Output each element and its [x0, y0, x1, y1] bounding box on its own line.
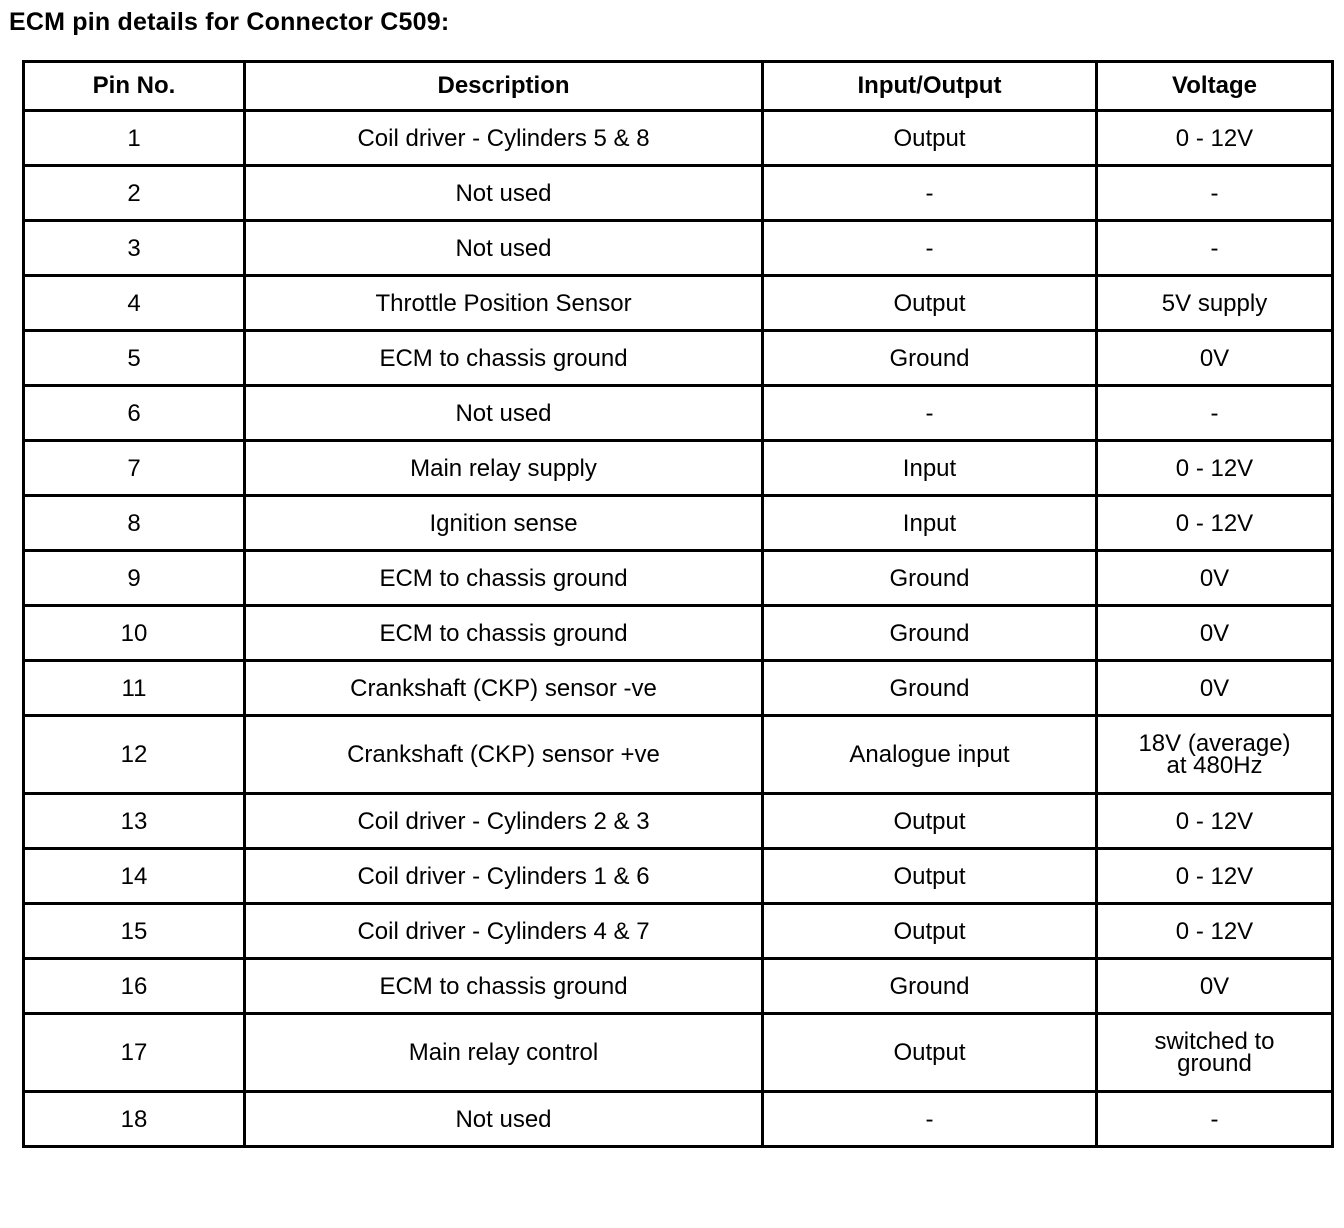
- input-output-cell: -: [763, 1092, 1097, 1147]
- description-cell: Crankshaft (CKP) sensor -ve: [245, 661, 763, 716]
- table-row: [24, 849, 1333, 904]
- table-row: [24, 111, 1333, 166]
- pin-cell: 12: [24, 716, 245, 794]
- table-row: [24, 1014, 1333, 1092]
- description-cell: Main relay supply: [245, 441, 763, 496]
- input-output-cell: Output: [763, 276, 1097, 331]
- description-cell: ECM to chassis ground: [245, 551, 763, 606]
- pin-cell: 8: [24, 496, 245, 551]
- voltage-cell: 5V supply: [1097, 276, 1333, 331]
- voltage-cell: 0V: [1097, 661, 1333, 716]
- pin-cell: 5: [24, 331, 245, 386]
- voltage-line-2: at 480Hz: [1166, 751, 1263, 779]
- input-output-cell: Input: [763, 496, 1097, 551]
- pin-cell: 6: [24, 386, 245, 441]
- description-cell: Coil driver - Cylinders 5 & 8: [245, 111, 763, 166]
- input-output-cell: Output: [763, 904, 1097, 959]
- pin-cell: 3: [24, 221, 245, 276]
- voltage-cell: 0 - 12V: [1097, 794, 1333, 849]
- table-header-row: [24, 62, 1333, 111]
- voltage-cell: [1097, 1014, 1333, 1092]
- voltage-cell: 0V: [1097, 551, 1333, 606]
- description-cell: Coil driver - Cylinders 2 & 3: [245, 794, 763, 849]
- pin-cell: 2: [24, 166, 245, 221]
- input-output-cell: Input: [763, 441, 1097, 496]
- voltage-cell: 0 - 12V: [1097, 441, 1333, 496]
- description-cell: Not used: [245, 1092, 763, 1147]
- table-row: [24, 276, 1333, 331]
- pin-cell: 9: [24, 551, 245, 606]
- input-output-cell: Ground: [763, 331, 1097, 386]
- pin-cell: 10: [24, 606, 245, 661]
- table-row: [24, 331, 1333, 386]
- description-cell: ECM to chassis ground: [245, 331, 763, 386]
- description-cell: Ignition sense: [245, 496, 763, 551]
- table-row: [24, 716, 1333, 794]
- voltage-cell: 0 - 12V: [1097, 904, 1333, 959]
- description-cell: Main relay control: [245, 1014, 763, 1092]
- description-cell: Not used: [245, 221, 763, 276]
- table-row: [24, 1092, 1333, 1147]
- voltage-cell: 0V: [1097, 331, 1333, 386]
- page-title: ECM pin details for Connector C509:: [9, 8, 450, 36]
- table-row: [24, 794, 1333, 849]
- input-output-cell: Output: [763, 794, 1097, 849]
- voltage-cell: -: [1097, 386, 1333, 441]
- voltage-cell: [1097, 716, 1333, 794]
- input-output-cell: -: [763, 386, 1097, 441]
- table-row: [24, 551, 1333, 606]
- voltage-cell: 0V: [1097, 606, 1333, 661]
- input-output-cell: -: [763, 221, 1097, 276]
- input-output-cell: Ground: [763, 606, 1097, 661]
- pin-cell: 15: [24, 904, 245, 959]
- voltage-cell: 0 - 12V: [1097, 111, 1333, 166]
- voltage-cell: 0 - 12V: [1097, 849, 1333, 904]
- table-row: [24, 661, 1333, 716]
- table-row: [24, 441, 1333, 496]
- description-cell: Not used: [245, 386, 763, 441]
- pin-cell: 1: [24, 111, 245, 166]
- description-cell: Coil driver - Cylinders 4 & 7: [245, 904, 763, 959]
- voltage-cell: 0 - 12V: [1097, 496, 1333, 551]
- input-output-cell: -: [763, 166, 1097, 221]
- input-output-cell: Output: [763, 1014, 1097, 1092]
- table-row: [24, 496, 1333, 551]
- input-output-cell: Output: [763, 111, 1097, 166]
- table-row: [24, 386, 1333, 441]
- input-output-cell: Ground: [763, 959, 1097, 1014]
- column-header-description: Description: [245, 62, 763, 111]
- description-cell: ECM to chassis ground: [245, 959, 763, 1014]
- column-header-voltage: Voltage: [1097, 62, 1333, 111]
- pin-table: [22, 60, 1334, 1148]
- description-cell: ECM to chassis ground: [245, 606, 763, 661]
- description-cell: Crankshaft (CKP) sensor +ve: [245, 716, 763, 794]
- column-header-input-output: Input/Output: [763, 62, 1097, 111]
- description-cell: Coil driver - Cylinders 1 & 6: [245, 849, 763, 904]
- input-output-cell: Output: [763, 849, 1097, 904]
- description-cell: Throttle Position Sensor: [245, 276, 763, 331]
- voltage-line-1: switched to: [1154, 1027, 1275, 1055]
- table-row: [24, 606, 1333, 661]
- column-header-pin: Pin No.: [24, 62, 245, 111]
- voltage-cell: -: [1097, 1092, 1333, 1147]
- description-cell: Not used: [245, 166, 763, 221]
- pin-cell: 17: [24, 1014, 245, 1092]
- voltage-cell: -: [1097, 166, 1333, 221]
- table-row: [24, 166, 1333, 221]
- input-output-cell: Analogue input: [763, 716, 1097, 794]
- pin-cell: 13: [24, 794, 245, 849]
- voltage-line-2: ground: [1177, 1049, 1252, 1077]
- pin-cell: 18: [24, 1092, 245, 1147]
- input-output-cell: Ground: [763, 551, 1097, 606]
- voltage-cell: 0V: [1097, 959, 1333, 1014]
- pin-cell: 7: [24, 441, 245, 496]
- pin-cell: 4: [24, 276, 245, 331]
- table-row: [24, 221, 1333, 276]
- table-row: [24, 904, 1333, 959]
- table-row: [24, 959, 1333, 1014]
- pin-cell: 11: [24, 661, 245, 716]
- pin-cell: 16: [24, 959, 245, 1014]
- voltage-line-1: 18V (average): [1138, 729, 1291, 757]
- pin-cell: 14: [24, 849, 245, 904]
- voltage-cell: -: [1097, 221, 1333, 276]
- table-body: [24, 111, 1333, 1147]
- input-output-cell: Ground: [763, 661, 1097, 716]
